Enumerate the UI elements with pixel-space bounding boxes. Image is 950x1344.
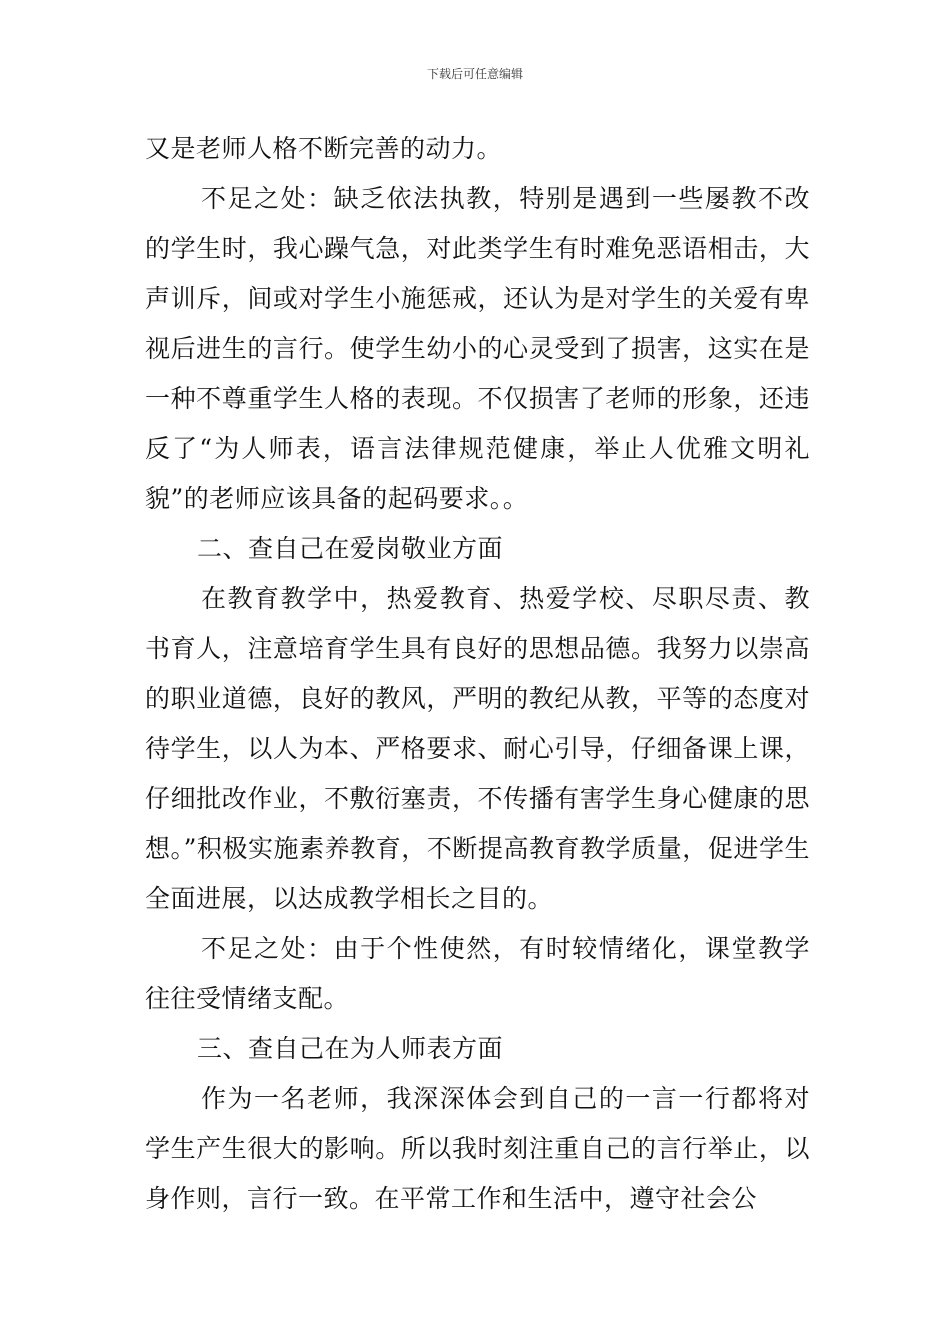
page-header: 下载后可任意编辑 [426, 67, 523, 81]
paragraph-continuation: 又是老师人格不断完善的动力。 [145, 134, 503, 163]
paragraph-shortcoming-1: 不足之处：缺乏依法执教，特别是遇到一些屡教不改的学生时，我心躁气急，对此类学生有时难免恶语相击，大声训斥，间或对学生小施惩戒，还认为是对学生的关爱有卑视后进生的言行。使学生幼小的心灵受到了损害，这实在是一种不尊重学生人格的表现。不仅损害了老师的形象，还违反了“为人师表，语言法律规范健康，举止人优雅文明礼貌”的老师应该具备的起码要求。。 [145, 184, 810, 513]
section-heading-2: 二、查自己在爱岗敬业方面 [197, 534, 504, 563]
section-heading-3: 三、查自己在为人师表方面 [197, 1034, 504, 1063]
paragraph-dedication: 在教育教学中，热爱教育、热爱学校、尽职尽责、教书育人，注意培育学生具有良好的思想品德。我努力以崇高的职业道德，良好的教风，严明的教纪从教，平等的态度对待学生，以人为本、严格要求、耐心引导，仔细备课上课，仔细批改作业，不敷衍塞责，不传播有害学生身心健康的思想。”积极实施素养教育，不断提高教育教学质量，促进学生全面进展，以达成教学相长之目的。 [145, 584, 810, 913]
paragraph-role-model: 作为一名老师，我深深体会到自己的一言一行都将对学生产生很大的影响。所以我时刻注重自己的言行举止，以身作则，言行一致。在平常工作和生活中，遵守社会公 [145, 1084, 810, 1213]
document-body [145, 124, 810, 1224]
paragraph-shortcoming-2: 不足之处：由于个性使然，有时较情绪化，课堂教学往往受情绪支配。 [145, 934, 810, 1013]
